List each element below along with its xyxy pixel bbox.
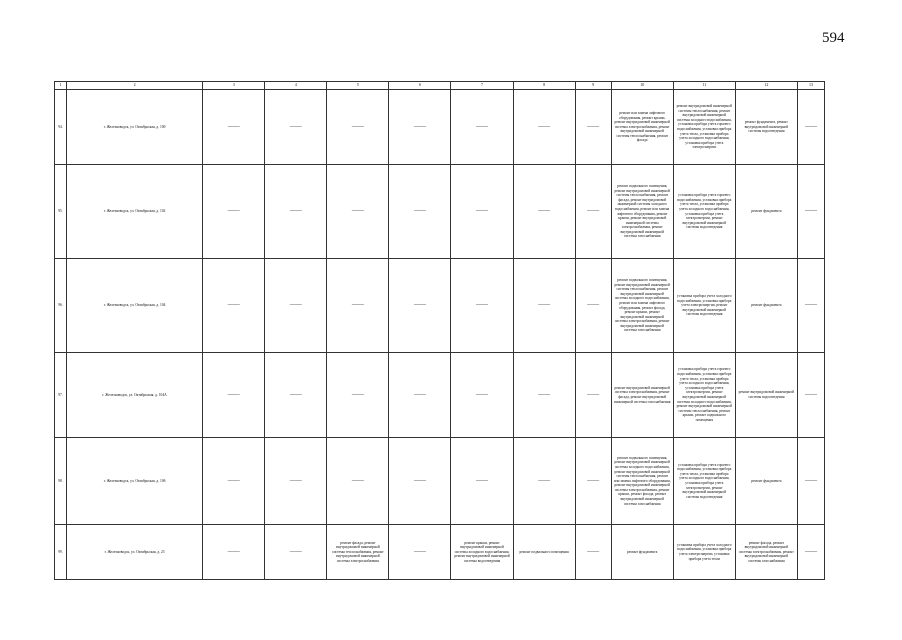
- cell-col10: ремонт подвального помещения, ремонт внутридомовой инженерной системы теплоснабжения, ремонт фасада, ремонт внутридомовой инженерной системы холодного водоснабжения, ремонт или замена лифтового оборудования, ремонт крыши, ремонт внутридомовой инженерной системы электроснабжения, ремонт внутридомовой инженерной системы газоснабжения: [611, 165, 673, 259]
- cell-col12: ремонт фундамента, ремонт внутридомовой инженерной системы водоотведения: [735, 90, 797, 165]
- cell-col12: ремонт внутридомовой инженерной системы водоотведения: [735, 353, 797, 438]
- cell-col3: ——: [203, 353, 265, 438]
- cell-col5: ——: [327, 259, 389, 353]
- column-number: 8: [513, 82, 575, 90]
- cell-col10: ремонт подвального помещения, ремонт внутридомовой инженерной системы холодного водоснабжения, ремонт внутридомовой инженерной системы теплоснабжения, ремонт или замена лифтового оборудования, ремонт внутридомовой инженерной системы электроснабжения, ремонт крыши, ремонт фасада, ремонт внутридомовой инженерной системы газоснабжения: [611, 438, 673, 525]
- table-row: [55, 259, 825, 353]
- column-number: 2: [67, 82, 203, 90]
- cell-col13: ——: [797, 438, 824, 525]
- cell-col7: ——: [451, 90, 513, 165]
- table-row: [55, 90, 825, 165]
- cell-col5: ——: [327, 438, 389, 525]
- table-row: [55, 165, 825, 259]
- cell-col11: ремонт внутридомовой инженерной системы теплоснабжения, ремонт внутридомовой инженерной системы холодного водоснабжения, установка прибора учета горячего водоснабжения, установка прибора учета тепла, установка прибора учета холодного водоснабжения, установка прибора учета электроэнергии: [673, 90, 735, 165]
- cell-col4: ——: [265, 525, 327, 580]
- cell-col11: установка прибора учета холодного водоснабжения, установка прибора учета электроэнергии, ремонт внутридомовой инженерной системы водоотведения: [673, 259, 735, 353]
- table-row: [55, 438, 825, 525]
- row-number: 98.: [55, 438, 67, 525]
- cell-col9: ——: [575, 438, 611, 525]
- cell-col10: ремонт внутридомовой инженерной системы электроснабжения, ремонт фасада, ремонт внутридомовой инженерной системы газоснабжения: [611, 353, 673, 438]
- table-row: [55, 525, 825, 580]
- cell-col6: ——: [389, 438, 451, 525]
- cell-col13: ——: [797, 90, 824, 165]
- cell-col3: ——: [203, 90, 265, 165]
- cell-col4: ——: [265, 353, 327, 438]
- cell-col10: ремонт или замена лифтового оборудования, ремонт крыши, ремонт внутридомовой инженерной системы электроснабжения, ремонт внутридомовой инженерной системы теплоснабжения, ремонт фасада: [611, 90, 673, 165]
- repair-schedule-table: [54, 81, 825, 580]
- cell-col9: ——: [575, 353, 611, 438]
- cell-col11: установка прибора учета горячего водоснабжения, установка прибора учета тепла, установка прибора учета холодного водоснабжения, установка прибора учета электроэнергии, ремонт внутридомовой инженерной системы холодного водоснабжения, ремонт внутридомовой инженерной системы теплоснабжения, ремонт крыши, ремонт подвального помещения: [673, 353, 735, 438]
- cell-col6: ——: [389, 259, 451, 353]
- cell-col12: ремонт фундамента: [735, 259, 797, 353]
- cell-col8: ——: [513, 259, 575, 353]
- cell-col8: ——: [513, 90, 575, 165]
- cell-col7: ——: [451, 353, 513, 438]
- cell-col9: ——: [575, 165, 611, 259]
- cell-col6: ——: [389, 353, 451, 438]
- column-number: 6: [389, 82, 451, 90]
- cell-col3: ——: [203, 165, 265, 259]
- column-number: 5: [327, 82, 389, 90]
- cell-col13: ——: [797, 353, 824, 438]
- cell-col13: ——: [797, 525, 824, 580]
- cell-col12: ремонт фасада, ремонт внутридомовой инженерной системы электроснабжения, ремонт внутридомовой инженерной системы газоснабжения: [735, 525, 797, 580]
- row-number: 99.: [55, 525, 67, 580]
- page-number: 594: [822, 30, 845, 46]
- row-number: 96.: [55, 259, 67, 353]
- cell-col9: ——: [575, 90, 611, 165]
- cell-col4: ——: [265, 165, 327, 259]
- cell-col5: ——: [327, 353, 389, 438]
- cell-col11: установка прибора учета горячего водоснабжения, установка прибора учета тепла, установка прибора учета холодного водоснабжения, установка прибора учета электроэнергии, ремонт внутридомовой инженерной системы водоотведения: [673, 165, 735, 259]
- address-cell: г. Железноводск, ул. Октябрьская, д. 100: [67, 90, 203, 165]
- row-number: 95.: [55, 165, 67, 259]
- cell-col8: ——: [513, 165, 575, 259]
- cell-col13: ——: [797, 165, 824, 259]
- column-number: 13: [797, 82, 824, 90]
- cell-col9: ——: [575, 259, 611, 353]
- cell-col12: ремонт фундамента: [735, 438, 797, 525]
- cell-col4: ——: [265, 259, 327, 353]
- column-number: 7: [451, 82, 513, 90]
- column-number: 1: [55, 82, 67, 90]
- cell-col6: ——: [389, 525, 451, 580]
- column-number: 10: [611, 82, 673, 90]
- cell-col10: ремонт фундамента: [611, 525, 673, 580]
- cell-col7: ——: [451, 165, 513, 259]
- cell-col10: ремонт подвального помещения, ремонт внутридомовой инженерной системы теплоснабжения, ремонт внутридомовой инженерной системы холодного водоснабжения, ремонт или замена лифтового оборудования, ремонт фасада, ремонт крыши, ремонт внутридомовой инженерной системы электроснабжения, ремонт внутридомовой инженерной системы газоснабжения: [611, 259, 673, 353]
- address-cell: г. Железноводск, ул. Октябрьская, д. 23: [67, 525, 203, 580]
- cell-col4: ——: [265, 438, 327, 525]
- cell-col12: ремонт фундамента: [735, 165, 797, 259]
- cell-col3: ——: [203, 259, 265, 353]
- cell-col8: ——: [513, 353, 575, 438]
- column-number: 4: [265, 82, 327, 90]
- address-cell: г. Железноводск, ул. Октябрьская, д. 104: [67, 259, 203, 353]
- cell-col5: ——: [327, 165, 389, 259]
- cell-col3: ——: [203, 525, 265, 580]
- cell-col6: ——: [389, 165, 451, 259]
- cell-col5: ремонт фасада, ремонт внутридомовой инженерной системы теплоснабжения, ремонт внутридомовой инженерной системы электроснабжения: [327, 525, 389, 580]
- row-number: 94.: [55, 90, 67, 165]
- cell-col11: установка прибора учета холодного водоснабжения, установка прибора учета электроэнергии, установка прибора учета тепла: [673, 525, 735, 580]
- column-number: 11: [673, 82, 735, 90]
- address-cell: г. Железноводск, ул. Октябрьская, д. 106: [67, 438, 203, 525]
- cell-col3: ——: [203, 438, 265, 525]
- cell-col4: ——: [265, 90, 327, 165]
- address-cell: г. Железноводск, ул. Октябрьская, д. 104А: [67, 353, 203, 438]
- cell-col8: ——: [513, 438, 575, 525]
- cell-col11: установка прибора учета горячего водоснабжения, установка прибора учета тепла, установка прибора учета холодного водоснабжения, установка прибора учета электроэнергии, ремонт внутридомовой инженерной системы водоотведения: [673, 438, 735, 525]
- cell-col9: ——: [575, 525, 611, 580]
- cell-col13: ——: [797, 259, 824, 353]
- cell-col8: ремонт подвального помещения: [513, 525, 575, 580]
- column-number: 3: [203, 82, 265, 90]
- table-row: [55, 353, 825, 438]
- cell-col6: ——: [389, 90, 451, 165]
- column-number: 9: [575, 82, 611, 90]
- cell-col5: ——: [327, 90, 389, 165]
- cell-col7: ——: [451, 259, 513, 353]
- address-cell: г. Железноводск, ул. Октябрьская, д. 102: [67, 165, 203, 259]
- column-number-row: [55, 82, 825, 90]
- cell-col7: ——: [451, 438, 513, 525]
- cell-col7: ремонт крыши, ремонт внутридомовой инженерной системы холодного водоснабжения, ремонт внутридомовой инженерной системы водоотведения: [451, 525, 513, 580]
- row-number: 97.: [55, 353, 67, 438]
- column-number: 12: [735, 82, 797, 90]
